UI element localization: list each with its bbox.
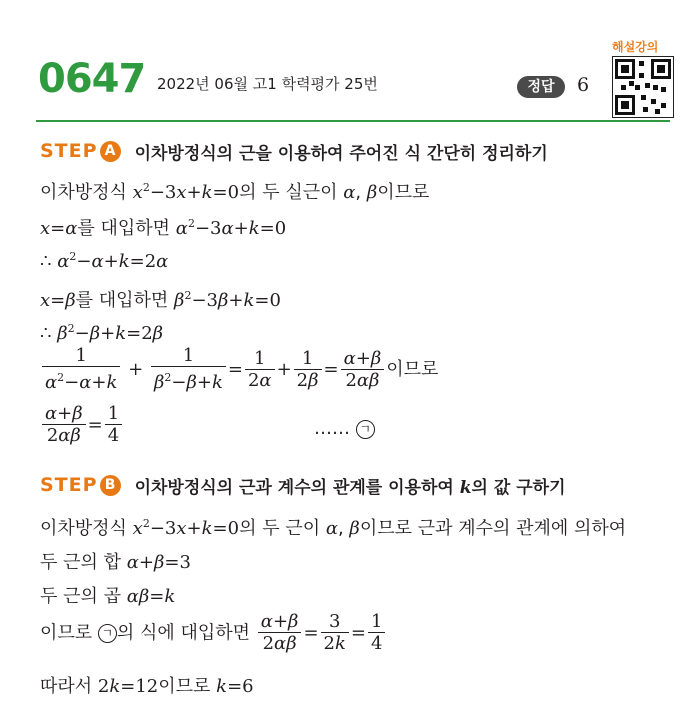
step-a-line-6: $\frac{1}{\alpha^2-\alpha+k}$ + $\frac{1}{\beta^2-\beta+k}$ = $\frac{1}{2\alpha}$ + $\frac{1}{2\beta}$ = $\frac{\alpha+\beta}{2\alpha\beta}$ 이므로 <box>40 346 438 394</box>
step-a-line-3: ∴ $\alpha^2-\alpha+k=2\alpha$ <box>40 250 169 272</box>
continuation-dots: …… <box>314 418 350 439</box>
step-a-letter: A <box>100 141 121 162</box>
step-b-line-1: 이차방정식 $x^2-3x+k=0$의 두 근이 α, β이므로 근과 계수의 관계에 의하여 <box>40 517 627 539</box>
problem-number: 0647 <box>38 56 146 102</box>
step-a-header <box>40 138 548 164</box>
step-b-title: 이차방정식의 근과 계수의 관계를 이용하여 k의 값 구하기 <box>134 477 566 498</box>
qr-caption: 해설강의 <box>612 40 659 54</box>
step-b-line-3: 두 근의 곱 αβ=k <box>40 586 176 607</box>
problem-header <box>0 0 699 118</box>
answer-value: 6 <box>577 74 590 96</box>
step-a-title: 이차방정식의 근을 이용하여 주어진 식 간단히 정리하기 <box>134 143 548 164</box>
step-a-line-1: 이차방정식 $x^2-3x+k=0$의 두 실근이 α, β이므로 <box>40 181 430 203</box>
step-b-header <box>40 472 566 498</box>
step-b-line-4: 이므로 ㄱ 의 식에 대입하면 $\frac{\alpha+\beta}{2\alpha\beta}$ = $\frac{3}{2k}$ = $\frac{1}{4}$ <box>40 612 387 655</box>
equation-marker: ㄱ <box>356 420 375 439</box>
qr-code-icon[interactable] <box>612 56 674 118</box>
step-a-line-5: ∴ $\beta^2-\beta+k=2\beta$ <box>40 322 164 344</box>
step-b-word: STEP <box>40 474 98 496</box>
step-a-line-2: x=α를 대입하면 $\alpha^2-3\alpha+k=0$ <box>40 217 287 239</box>
step-b-letter: B <box>100 475 121 496</box>
step-b-line-5: 따라서 2k=12이므로 k=6 <box>40 676 254 697</box>
step-a-line-7: $\frac{\alpha+\beta}{2\alpha\beta}$ = $\frac{1}{4}$ …… ㄱ <box>40 404 400 447</box>
step-a-line-4: x=β를 대입하면 $\beta^2-3\beta+k=0$ <box>40 289 281 311</box>
exam-info: 2022년 06월 고1 학력평가 25번 <box>157 75 378 93</box>
step-b-line-2: 두 근의 합 α+β=3 <box>40 552 191 573</box>
step-a-word: STEP <box>40 140 98 162</box>
header-divider <box>36 120 670 122</box>
answer-label-badge: 정답 <box>517 76 565 98</box>
